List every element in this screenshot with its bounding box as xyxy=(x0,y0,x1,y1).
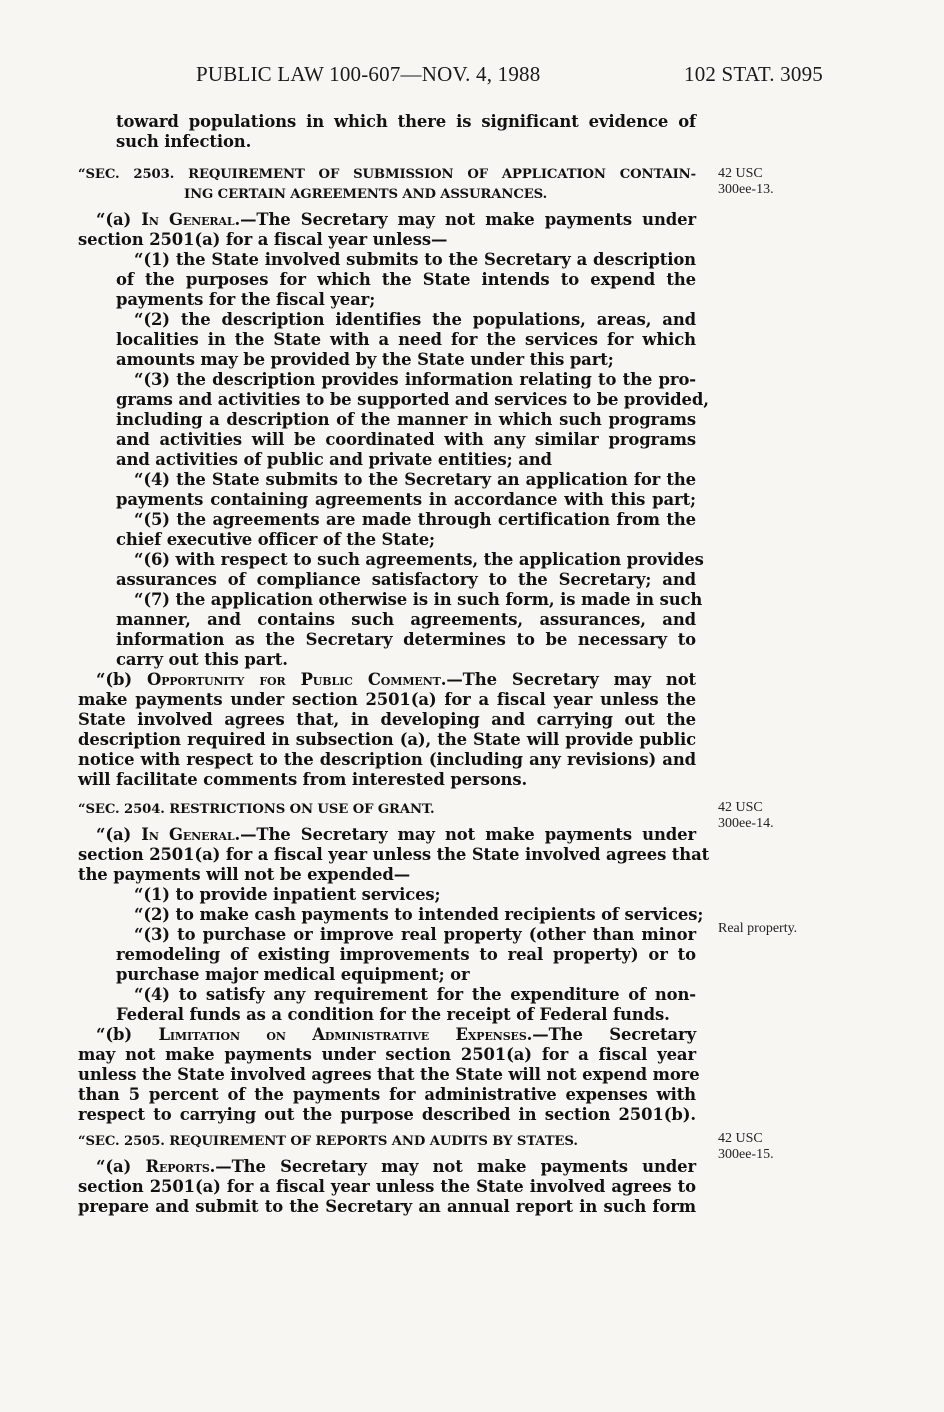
text-line: amounts may be provided by the State under this part; xyxy=(116,350,614,369)
subsection-title: Reports. xyxy=(145,1157,216,1176)
margin-note-line: 42 USC xyxy=(718,166,763,181)
text-line: section 2501(a) for a fiscal year unless the State involved agrees that xyxy=(78,845,710,864)
text-line: “(4) the State submits to the Secretary an application for the xyxy=(134,470,696,489)
text-line: “(3) to purchase or improve real property (other than minor xyxy=(134,925,696,944)
text-line: “(2) to make cash payments to intended recipients of services; xyxy=(134,905,704,924)
section-heading-2503: “SEC. 2503. REQUIREMENT OF SUBMISSION OF APPLICATION CONTAIN- xyxy=(78,167,696,182)
margin-note-line: 300ee-13. xyxy=(718,182,774,197)
margin-note-line: 300ee-14. xyxy=(718,816,774,831)
subsection-text: —The Secretary may not xyxy=(446,670,697,689)
subsection-a-heading xyxy=(96,825,696,845)
text-line: section 2501(a) for a fiscal year unless the State involved agrees to xyxy=(78,1177,696,1196)
text-line: including a description of the manner in which such programs xyxy=(116,410,696,429)
text-line: of the purposes for which the State intends to expend the xyxy=(116,270,696,289)
subsection-title: Limitation on Administrative Expenses. xyxy=(158,1025,533,1044)
text-line: “(2) the description identifies the populations, areas, and xyxy=(134,310,696,329)
text-line: will facilitate comments from interested persons. xyxy=(78,770,528,789)
subsection-title: In General. xyxy=(141,825,241,844)
text-line: remodeling of existing improvements to real property) or to xyxy=(116,945,696,964)
text-line: localities in the State with a need for the services for which xyxy=(116,330,696,349)
text-line: prepare and submit to the Secretary an annual report in such form xyxy=(78,1197,696,1216)
text-line: Federal funds as a condition for the receipt of Federal funds. xyxy=(116,1005,670,1024)
section-heading-2503-cont: ING CERTAIN AGREEMENTS AND ASSURANCES. xyxy=(184,187,548,202)
text-line: make payments under section 2501(a) for a fiscal year unless the xyxy=(78,690,696,709)
text-line: “(3) the description provides information relating to the pro- xyxy=(134,370,696,389)
subsection-label: “(b) xyxy=(96,1025,159,1044)
section-heading-2505: “SEC. 2505. REQUIREMENT OF REPORTS AND AUDITS BY STATES. xyxy=(78,1134,578,1149)
margin-note-citation xyxy=(718,800,774,832)
text-line: purchase major medical equipment; or xyxy=(116,965,470,984)
margin-note-line: 300ee-15. xyxy=(718,1147,774,1162)
subsection-label: “(a) xyxy=(96,825,142,844)
text-line: and activities will be coordinated with any similar programs xyxy=(116,430,696,449)
text-line: “(5) the agreements are made through certification from the xyxy=(134,510,696,529)
text-line: manner, and contains such agreements, assurances, and xyxy=(116,610,696,629)
subsection-label: “(a) xyxy=(96,1157,146,1176)
subsection-b-heading xyxy=(96,1025,696,1045)
text-line: carry out this part. xyxy=(116,650,288,669)
margin-note-line: 42 USC xyxy=(718,800,763,815)
running-header-stat: 102 STAT. 3095 xyxy=(684,62,823,86)
text-line: section 2501(a) for a fiscal year unless— xyxy=(78,230,448,249)
margin-note-line: 42 USC xyxy=(718,1131,763,1146)
subsection-text: —The Secretary xyxy=(532,1025,696,1044)
text-line: “(7) the application otherwise is in such form, is made in such xyxy=(134,590,703,609)
text-line: information as the Secretary determines to be necessary to xyxy=(116,630,696,649)
text-line: chief executive officer of the State; xyxy=(116,530,435,549)
text-line: “(6) with respect to such agreements, the application provides xyxy=(134,550,704,569)
text-line: notice with respect to the description (including any revisions) and xyxy=(78,750,696,769)
text-line: “(1) to provide inpatient services; xyxy=(134,885,441,904)
text-line: may not make payments under section 2501(a) for a fiscal year xyxy=(78,1045,696,1064)
margin-note-citation xyxy=(718,1131,774,1163)
text-line: State involved agrees that, in developing and carrying out the xyxy=(78,710,696,729)
subsection-label: “(b) xyxy=(96,670,148,689)
text-line: payments containing agreements in accordance with this part; xyxy=(116,490,696,509)
text-line: toward populations in which there is significant evidence of xyxy=(116,112,696,131)
text-line: grams and activities to be supported and services to be provided, xyxy=(116,390,709,409)
text-line: “(4) to satisfy any requirement for the expenditure of non- xyxy=(134,985,696,1004)
text-line: description required in subsection (a), the State will provide public xyxy=(78,730,696,749)
subsection-text: —The Secretary may not make payments under xyxy=(215,1157,696,1176)
margin-note-real-property: Real property. xyxy=(718,921,798,936)
text-line: payments for the fiscal year; xyxy=(116,290,376,309)
subsection-title: In General. xyxy=(141,210,241,229)
subsection-a-heading xyxy=(96,1157,696,1177)
text-line: the payments will not be expended— xyxy=(78,865,410,884)
text-line: “(1) the State involved submits to the Secretary a description xyxy=(134,250,696,269)
text-line: and activities of public and private entities; and xyxy=(116,450,552,469)
margin-note-citation xyxy=(718,166,774,198)
text-line: unless the State involved agrees that the State will not expend more xyxy=(78,1065,700,1084)
section-heading-2504: “SEC. 2504. RESTRICTIONS ON USE OF GRANT. xyxy=(78,802,435,817)
text-line: than 5 percent of the payments for administrative expenses with xyxy=(78,1085,696,1104)
subsection-a-heading xyxy=(96,210,696,230)
subsection-label: “(a) xyxy=(96,210,142,229)
subsection-text: —The Secretary may not make payments under xyxy=(240,210,696,229)
subsection-title: Opportunity for Public Comment. xyxy=(147,670,447,689)
text-line: respect to carrying out the purpose described in section 2501(b). xyxy=(78,1105,696,1124)
text-line: such infection. xyxy=(116,132,252,151)
subsection-b-heading xyxy=(96,670,696,690)
running-header-title: PUBLIC LAW 100-607—NOV. 4, 1988 xyxy=(196,62,541,86)
text-line: assurances of compliance satisfactory to the Secretary; and xyxy=(116,570,696,589)
subsection-text: —The Secretary may not make payments under xyxy=(240,825,696,844)
